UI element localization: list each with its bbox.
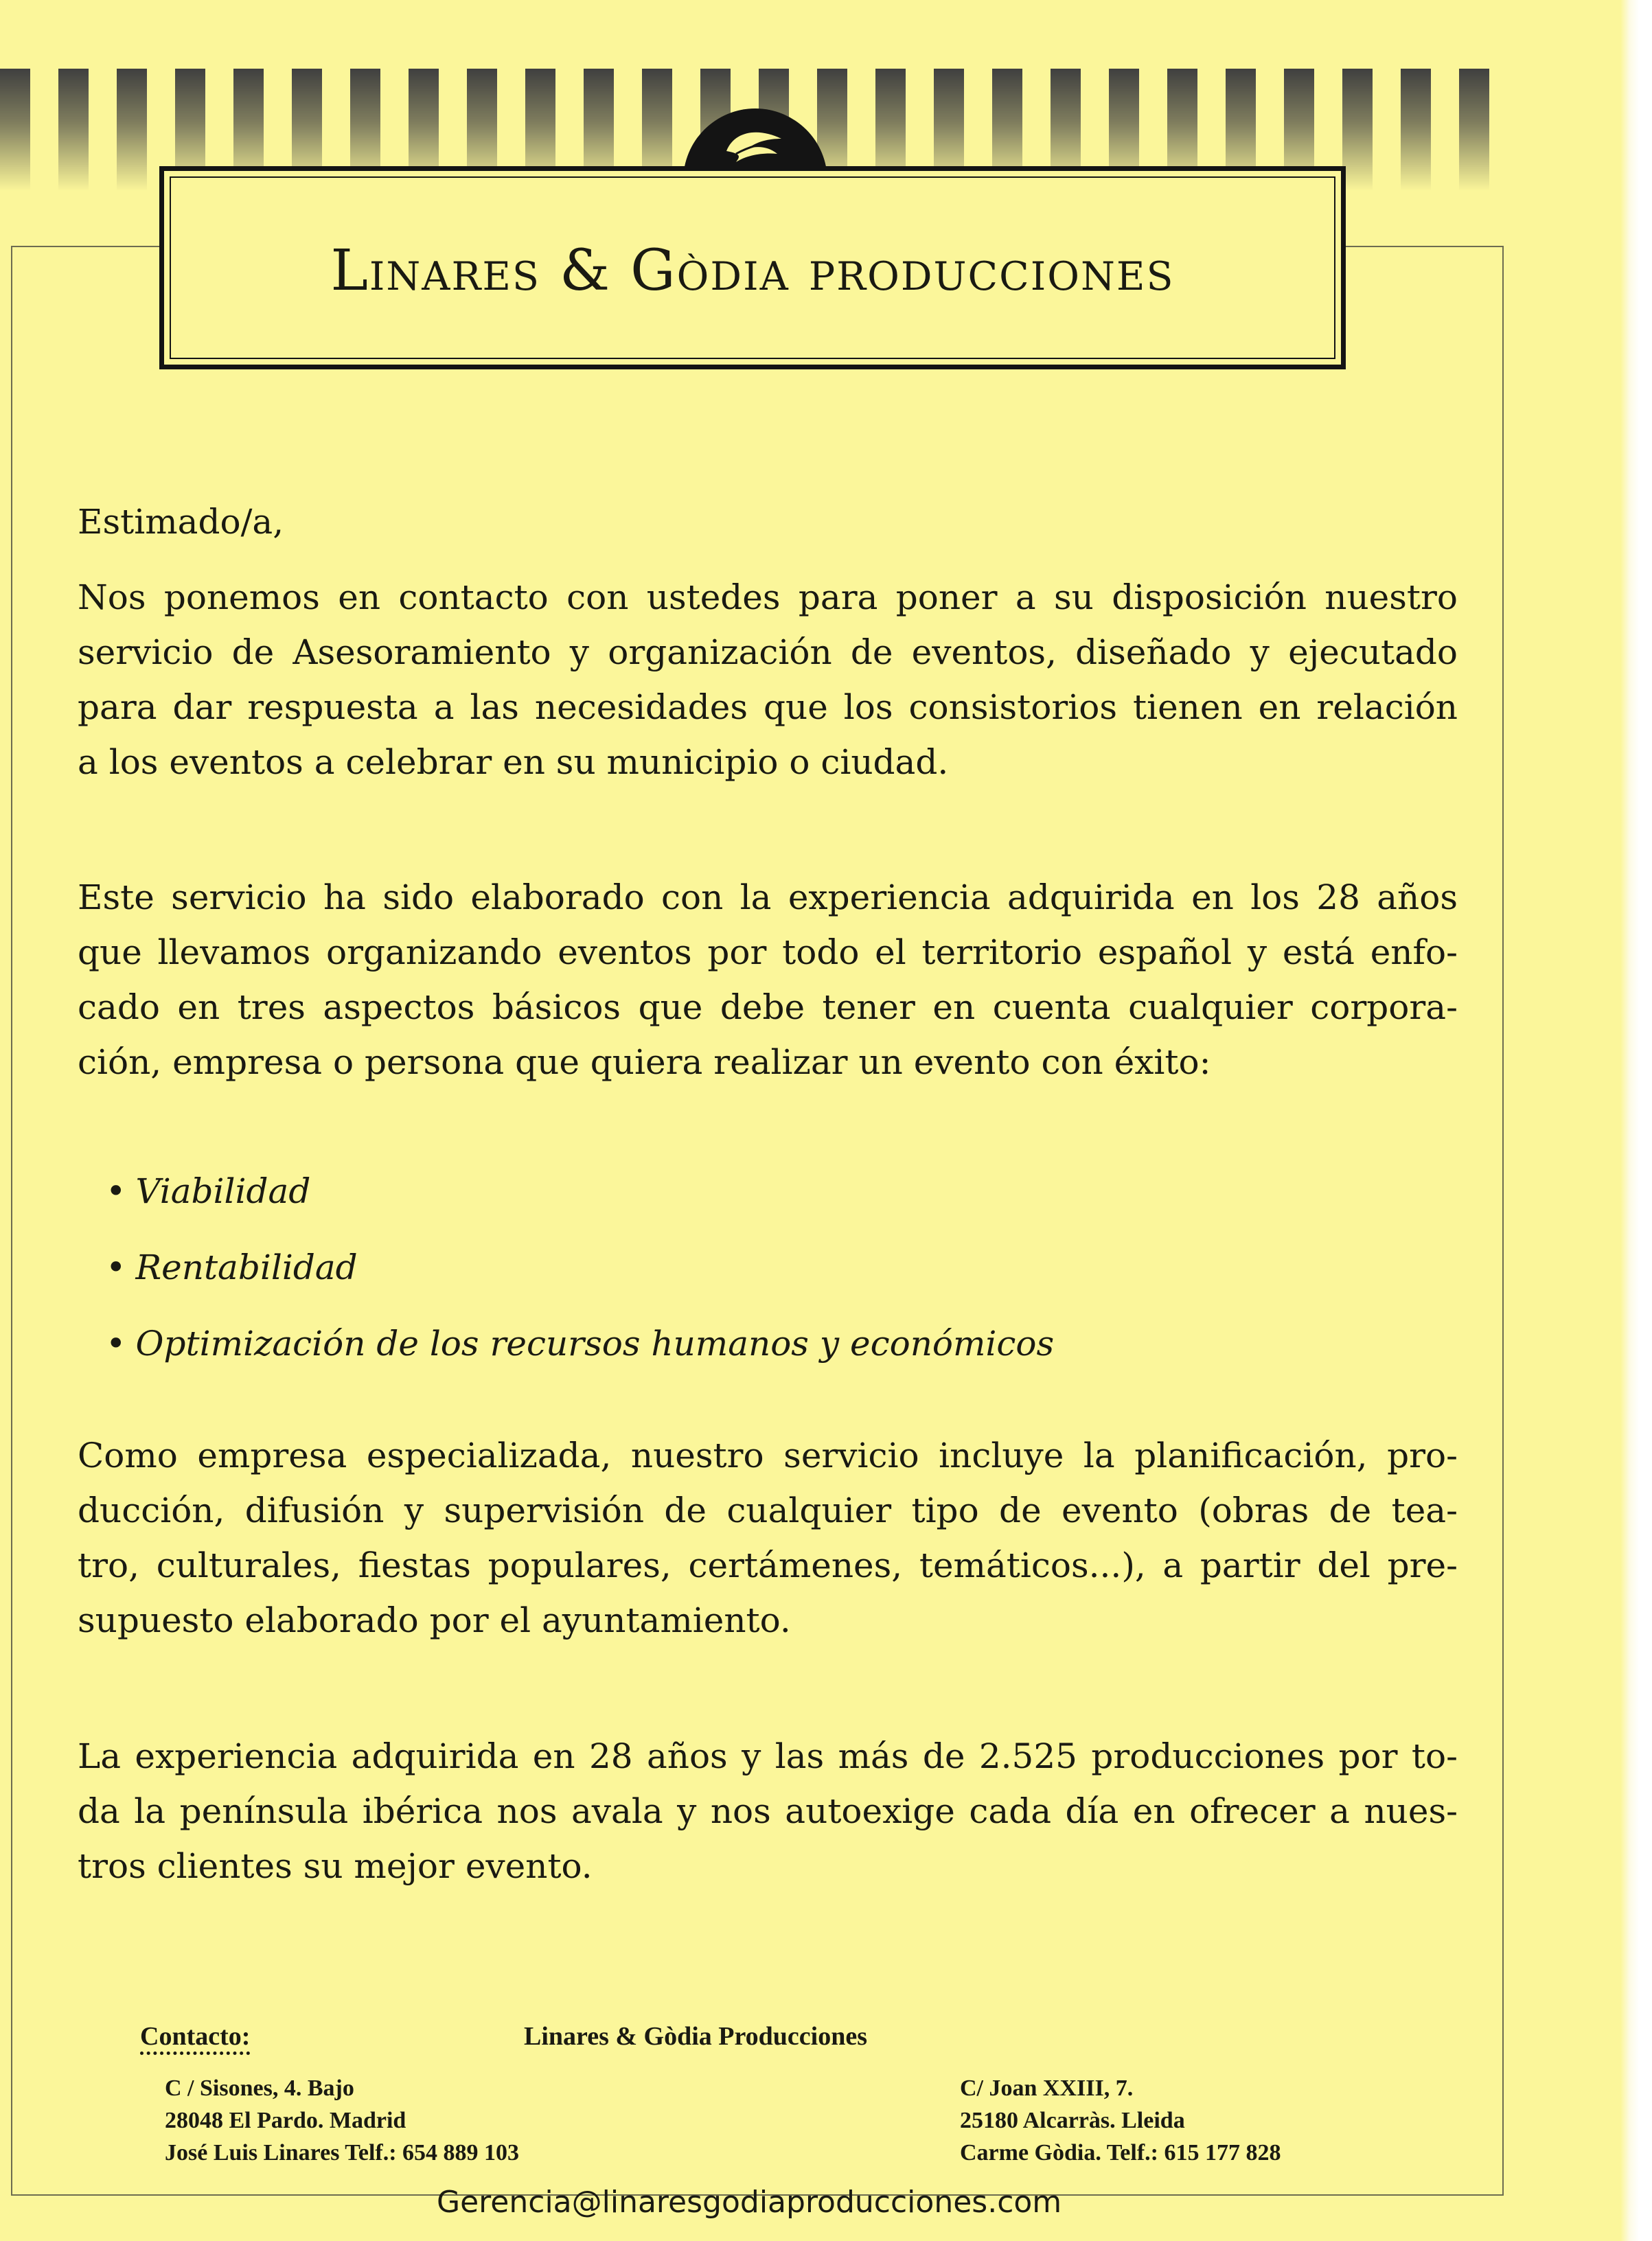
text-line: servicio de Asesoramiento y organización de eventos, diseñado y ejecutado bbox=[78, 632, 1458, 672]
text-line: Este servicio ha sido elaborado con la experiencia adquirida en los 28 años bbox=[78, 877, 1458, 917]
text-line: tros clientes su mejor evento. bbox=[78, 1846, 593, 1886]
contact-label: Contacto: bbox=[140, 2021, 250, 2055]
text-line: ducción, difusión y supervisión de cualquier tipo de evento (obras de tea- bbox=[78, 1491, 1458, 1530]
text-line: para dar respuesta a las necesidades que los consistorios tienen en relación bbox=[78, 687, 1458, 727]
office-lleida bbox=[960, 2072, 1281, 2169]
address-line: 25180 Alcarràs. Lleida bbox=[960, 2108, 1185, 2133]
greeting: Estimado/a, bbox=[78, 502, 284, 542]
text-line: supuesto elaborado por el ayuntamiento. bbox=[78, 1600, 791, 1640]
text-line: a los eventos a celebrar en su municipio o ciudad. bbox=[78, 742, 949, 782]
text-line: cado en tres aspectos básicos que debe tener en cuenta cualquier corpora- bbox=[78, 987, 1458, 1027]
scan-edge bbox=[1620, 0, 1652, 2241]
text-line: Como empresa especializada, nuestro servicio incluye la planificación, pro- bbox=[78, 1436, 1458, 1475]
office-madrid bbox=[165, 2072, 519, 2169]
paragraph-experience bbox=[78, 870, 1458, 1090]
list-item: • Viabilidad bbox=[125, 1153, 1054, 1230]
text-line: ción, empresa o persona que quiera realizar un evento con éxito: bbox=[78, 1042, 1211, 1082]
address-line: José Luis Linares Telf.: 654 889 103 bbox=[165, 2140, 520, 2165]
title-box bbox=[159, 166, 1346, 369]
address-line: C / Sisones, 4. Bajo bbox=[165, 2076, 354, 2101]
aspects-list bbox=[125, 1153, 1054, 1382]
paragraph-closing bbox=[78, 1729, 1458, 1894]
paragraph-services bbox=[78, 1428, 1458, 1648]
text-line: Nos ponemos en contacto con ustedes para poner a su disposición nuestro bbox=[78, 577, 1458, 617]
text-line: que llevamos organizando eventos por todo el territorio español y está enfo- bbox=[78, 932, 1458, 972]
text-line: La experiencia adquirida en 28 años y las más de 2.525 producciones por to- bbox=[78, 1736, 1458, 1776]
paragraph-intro bbox=[78, 570, 1458, 790]
address-line: 28048 El Pardo. Madrid bbox=[165, 2108, 406, 2133]
address-line: C/ Joan XXIII, 7. bbox=[960, 2076, 1134, 2101]
company-title: Linares & Gòdia producciones bbox=[330, 238, 1175, 303]
list-item: • Rentabilidad bbox=[125, 1230, 1054, 1306]
email-link[interactable]: Gerencia@linaresgodiaproducciones.com bbox=[437, 2185, 1062, 2220]
text-line: da la península ibérica nos avala y nos autoexige cada día en ofrecer a nues- bbox=[78, 1791, 1458, 1831]
leaf-ornament-icon bbox=[721, 124, 790, 169]
footer-company-name: Linares & Gòdia Producciones bbox=[524, 2022, 868, 2051]
address-line: Carme Gòdia. Telf.: 615 177 828 bbox=[960, 2140, 1281, 2165]
list-item: • Optimización de los recursos humanos y económicos bbox=[125, 1306, 1054, 1382]
text-line: tro, culturales, fiestas populares, certámenes, temáticos...), a partir del pre- bbox=[78, 1545, 1458, 1585]
